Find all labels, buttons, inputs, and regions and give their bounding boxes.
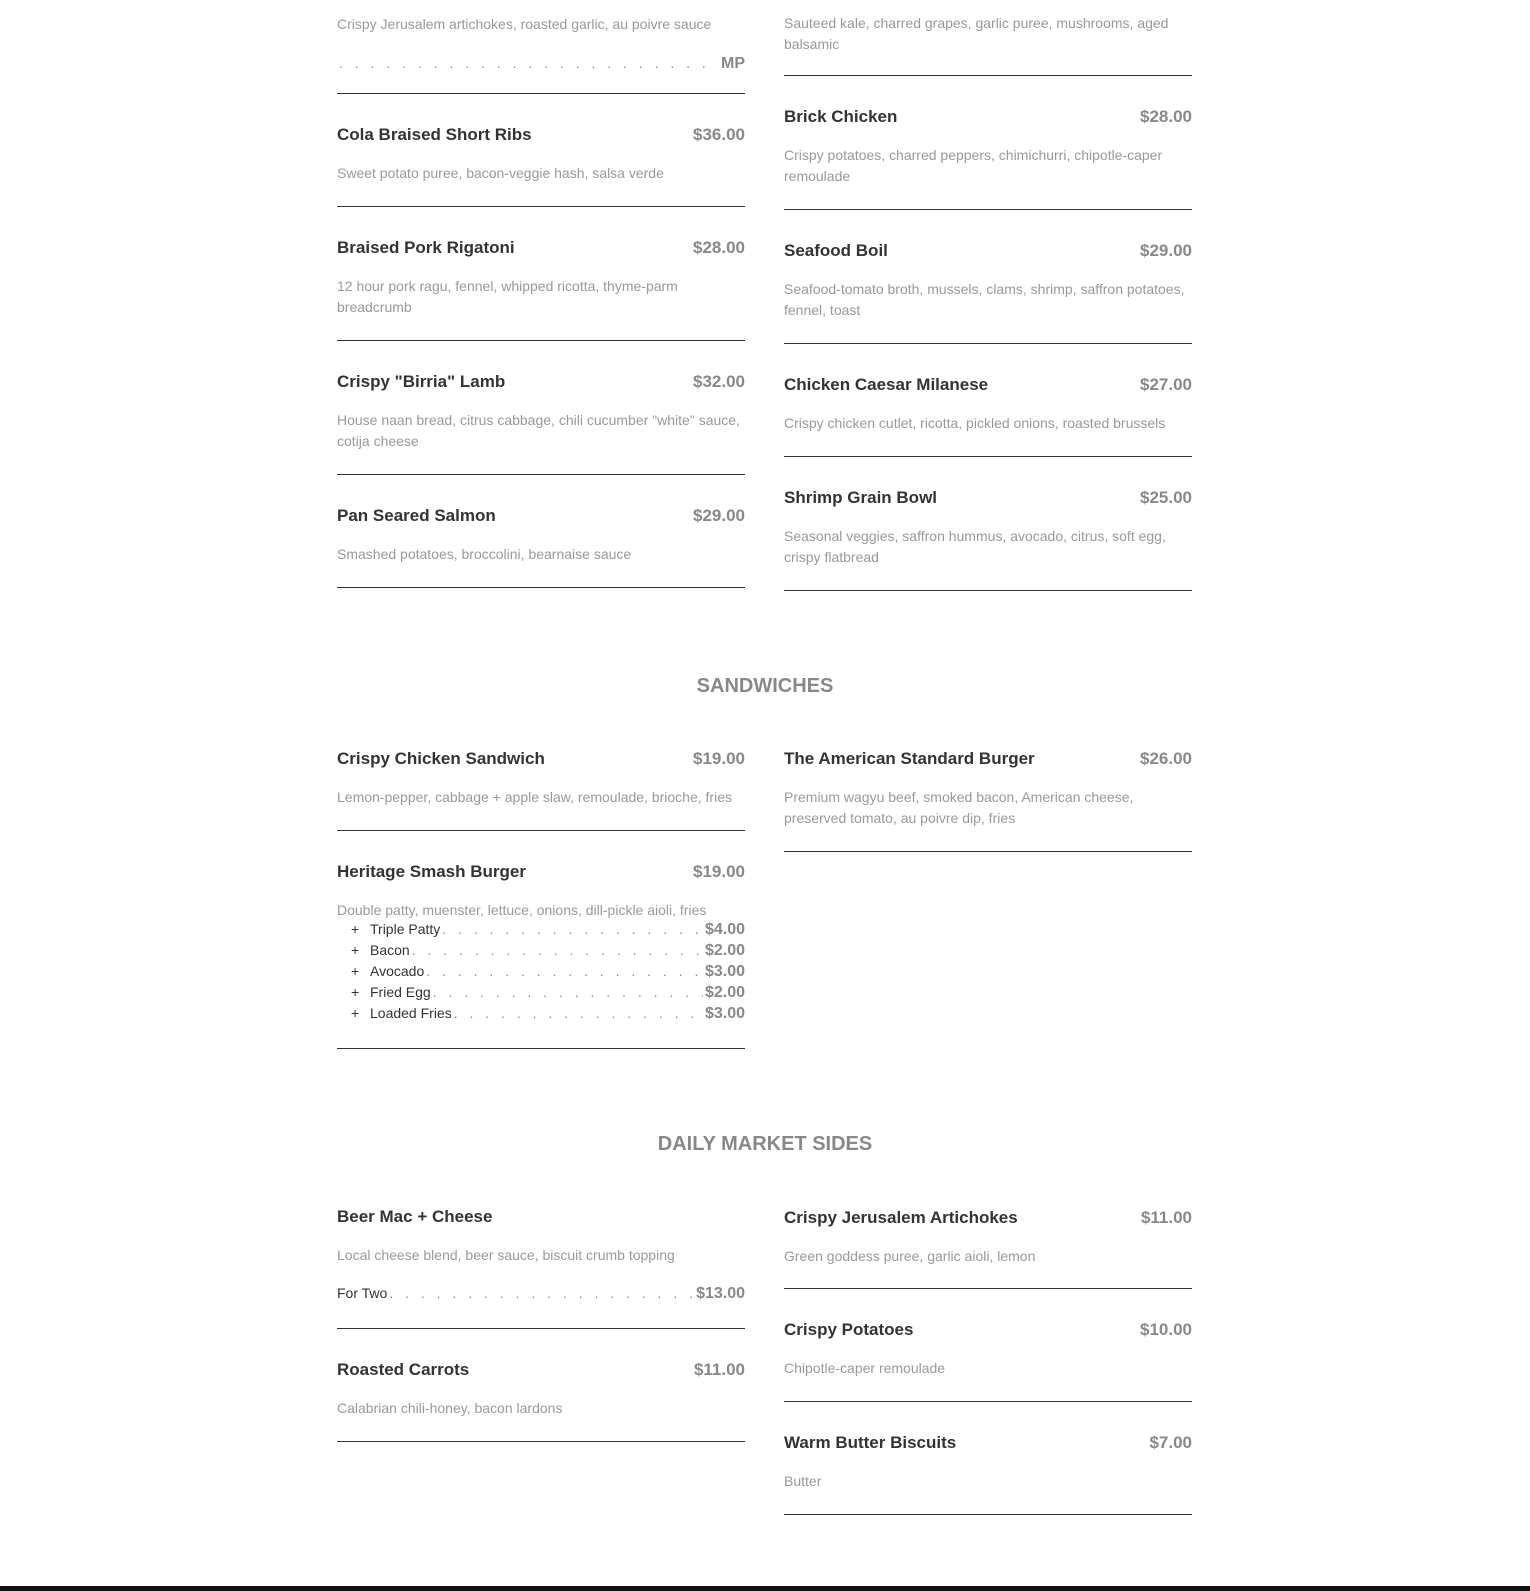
entrees-left-column bbox=[337, 0, 745, 588]
addon-row bbox=[337, 1005, 745, 1026]
item-description: Sweet potato puree, bacon-veggie hash, salsa verde bbox=[337, 165, 664, 181]
item-description: Green goddess puree, garlic aioli, lemon bbox=[784, 1248, 1036, 1264]
item-description: Crispy chicken cutlet, ricotta, pickled onions, roasted brussels bbox=[784, 415, 1166, 431]
menu-item bbox=[337, 94, 745, 207]
addon-list bbox=[337, 921, 745, 1026]
section-title-sandwiches: SANDWICHES bbox=[696, 675, 834, 697]
item-description: Smashed potatoes, broccolini, bearnaise sauce bbox=[337, 546, 632, 562]
dot-leader bbox=[339, 55, 719, 71]
item-name: Cola Braised Short Ribs bbox=[337, 125, 532, 144]
addon-row bbox=[337, 942, 745, 963]
item-name: Crispy Jerusalem Artichokes bbox=[784, 1208, 1018, 1227]
dot-leader bbox=[412, 942, 703, 958]
sides-left-column bbox=[337, 1176, 745, 1442]
item-price: $29.00 bbox=[1140, 241, 1192, 260]
item-name: Shrimp Grain Bowl bbox=[784, 488, 938, 507]
market-price-row bbox=[337, 55, 745, 73]
menu-item bbox=[784, 457, 1192, 591]
dot-leader bbox=[433, 984, 703, 1000]
menu-item bbox=[337, 207, 745, 341]
item-description: Double patty, muenster, lettuce, onions, dill-pickle aioli, fries bbox=[337, 902, 707, 918]
addon-price: $2.00 bbox=[704, 942, 745, 959]
menu-item bbox=[337, 1329, 745, 1442]
menu-item bbox=[337, 1176, 745, 1329]
addon-row bbox=[337, 984, 745, 1005]
item-price: $32.00 bbox=[693, 372, 745, 391]
item-name: Crispy Chicken Sandwich bbox=[337, 749, 545, 768]
option-label: For Two bbox=[337, 1285, 388, 1301]
item-name: Brick Chicken bbox=[784, 107, 898, 126]
addon-price: $4.00 bbox=[704, 921, 745, 938]
item-description: Chipotle-caper remoulade bbox=[784, 1360, 946, 1376]
item-description: Butter bbox=[784, 1473, 822, 1489]
item-description: Sauteed kale, charred grapes, garlic puree, mushrooms, aged balsamic bbox=[784, 15, 1169, 52]
item-description: Crispy Jerusalem artichokes, roasted garlic, au poivre sauce bbox=[337, 16, 712, 32]
item-description: Crispy potatoes, charred peppers, chimichurri, chipotle-caper remoulade bbox=[784, 147, 1163, 184]
dot-leader bbox=[426, 963, 703, 979]
menu-item bbox=[784, 344, 1192, 457]
option-price: $13.00 bbox=[696, 1285, 745, 1302]
menu-item bbox=[784, 0, 1192, 76]
option-row bbox=[337, 1285, 745, 1303]
item-price: $29.00 bbox=[693, 506, 745, 525]
item-description: Seasonal veggies, saffron hummus, avocado, citrus, soft egg, crispy flatbread bbox=[784, 528, 1166, 565]
item-price: $27.00 bbox=[1140, 375, 1192, 394]
item-price: $7.00 bbox=[1149, 1433, 1192, 1452]
item-description: Calabrian chili-honey, bacon lardons bbox=[337, 1400, 563, 1416]
market-price: MP bbox=[721, 55, 745, 72]
addon-row bbox=[337, 963, 745, 984]
item-name: Chicken Caesar Milanese bbox=[784, 375, 989, 394]
item-price: $36.00 bbox=[693, 125, 745, 144]
item-price: $25.00 bbox=[1140, 488, 1192, 507]
item-price: $28.00 bbox=[693, 238, 745, 257]
item-name: Crispy Potatoes bbox=[784, 1320, 914, 1339]
plus-icon: + bbox=[351, 942, 360, 958]
item-description: 12 hour pork ragu, fennel, whipped ricotta, thyme-parm breadcrumb bbox=[337, 278, 678, 315]
menu-item bbox=[337, 718, 745, 831]
sides-right-column bbox=[784, 1176, 1192, 1515]
menu-item bbox=[784, 76, 1192, 210]
menu-item bbox=[337, 0, 745, 94]
addon-price: $3.00 bbox=[704, 1005, 745, 1022]
addon-label: Triple Patty bbox=[370, 921, 441, 937]
menu-item bbox=[337, 475, 745, 588]
item-description: House naan bread, citrus cabbage, chili cucumber "white" sauce, cotija cheese bbox=[337, 412, 740, 449]
item-price: $19.00 bbox=[693, 749, 745, 768]
item-description: Premium wagyu beef, smoked bacon, American cheese, preserved tomato, au poivre dip, fries bbox=[784, 789, 1134, 826]
item-description: Lemon-pepper, cabbage + apple slaw, remoulade, brioche, fries bbox=[337, 789, 732, 805]
item-price: $11.00 bbox=[1140, 1208, 1192, 1227]
plus-icon: + bbox=[351, 984, 360, 1000]
menu-item bbox=[784, 1402, 1192, 1515]
addon-label: Avocado bbox=[370, 963, 425, 979]
item-name: Seafood Boil bbox=[784, 241, 888, 260]
item-name: Pan Seared Salmon bbox=[337, 506, 496, 525]
menu-item bbox=[784, 718, 1192, 852]
addon-row bbox=[337, 921, 745, 942]
menu-item bbox=[784, 210, 1192, 344]
menu-item bbox=[337, 831, 745, 1049]
item-name: Braised Pork Rigatoni bbox=[337, 238, 515, 257]
menu-item bbox=[784, 1176, 1192, 1289]
dot-leader bbox=[389, 1285, 694, 1301]
item-name: Beer Mac + Cheese bbox=[337, 1207, 493, 1226]
addon-price: $2.00 bbox=[704, 984, 745, 1001]
plus-icon: + bbox=[351, 1005, 360, 1021]
addon-label: Bacon bbox=[370, 942, 410, 958]
item-price: $11.00 bbox=[693, 1360, 745, 1379]
item-price: $28.00 bbox=[1140, 107, 1192, 126]
entrees-right-column bbox=[784, 0, 1192, 591]
item-price: $26.00 bbox=[1140, 749, 1192, 768]
menu-item bbox=[337, 341, 745, 475]
item-name: Roasted Carrots bbox=[337, 1360, 470, 1379]
item-name: Crispy "Birria" Lamb bbox=[337, 372, 506, 391]
dot-leader bbox=[454, 1005, 703, 1021]
section-title-sides: DAILY MARKET SIDES bbox=[657, 1133, 873, 1155]
addon-label: Fried Egg bbox=[370, 984, 431, 1000]
item-price: $10.00 bbox=[1140, 1320, 1192, 1339]
item-name: Warm Butter Biscuits bbox=[784, 1433, 957, 1452]
item-name: The American Standard Burger bbox=[784, 749, 1035, 768]
menu-item bbox=[784, 1289, 1192, 1402]
dot-leader bbox=[442, 921, 703, 937]
item-name: Heritage Smash Burger bbox=[337, 862, 526, 881]
sandwiches-left-column bbox=[337, 718, 745, 1049]
item-price: $19.00 bbox=[693, 862, 745, 881]
plus-icon: + bbox=[351, 921, 360, 937]
footer-bar bbox=[0, 1586, 1530, 1591]
item-description: Local cheese blend, beer sauce, biscuit crumb topping bbox=[337, 1247, 675, 1263]
addon-label: Loaded Fries bbox=[370, 1005, 452, 1021]
plus-icon: + bbox=[351, 963, 360, 979]
addon-price: $3.00 bbox=[704, 963, 745, 980]
sandwiches-right-column bbox=[784, 718, 1192, 852]
item-description: Seafood-tomato broth, mussels, clams, shrimp, saffron potatoes, fennel, toast bbox=[784, 281, 1185, 318]
